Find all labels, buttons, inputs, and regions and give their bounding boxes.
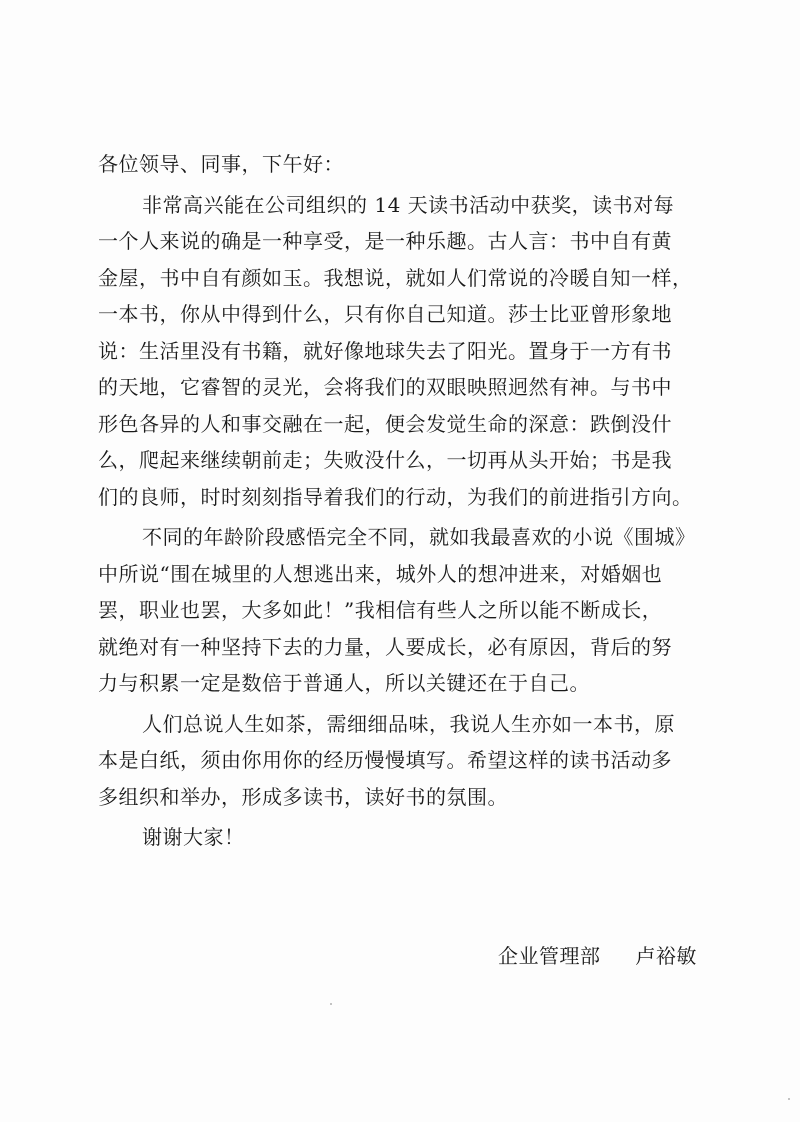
paragraph-line: 罢，职业也罢，大多如此！”我相信有些人之所以能不断成长， xyxy=(98,598,663,622)
paragraph-line: 不同的年龄阶段感悟完全不同，就如我最喜欢的小说《围城》 xyxy=(142,525,696,549)
paragraph-line: 的天地，它睿智的灵光，会将我们的双眼映照迥然有神。与书中 xyxy=(98,375,672,399)
paragraph-line: 人们总说人生如茶，需细细品味，我说人生亦如一本书，原 xyxy=(142,711,675,736)
paragraph-line: 一本书，你从中得到什么，只有你自己知道。莎士比亚曾形象地 xyxy=(98,302,672,326)
signature xyxy=(498,940,697,969)
scan-speck xyxy=(788,1098,790,1100)
paragraph-line: 么，爬起来继续朝前走；失败没什么，一切再从头开始；书是我 xyxy=(98,448,672,472)
paragraph-line: 本是白纸，须由你用你的经历慢慢填写。希望这样的读书活动多 xyxy=(98,748,672,772)
paragraph-line: 力与积累一定是数倍于普通人，所以关键还在于自己。 xyxy=(98,671,590,695)
paragraph-2 xyxy=(98,519,708,702)
paragraph-1 xyxy=(98,187,708,516)
paragraph-line: 非常高兴能在公司组织的 14 天读书活动中获奖，读书对每 xyxy=(142,192,675,217)
paragraph-line: 们的良师，时时刻刻指导着我们的行动，为我们的前进指引方向。 xyxy=(98,484,693,509)
paragraph-line: 一个人来说的确是一种享受，是一种乐趣。古人言：书中自有黄 xyxy=(98,229,672,253)
paragraph-line: 就绝对有一种坚持下去的力量，人要成长，必有原因，背后的努 xyxy=(98,634,672,659)
paragraph-line: 说：生活里没有书籍，就好像地球失去了阳光。置身于一方有书 xyxy=(98,338,672,363)
signature-department: 企业管理部 xyxy=(498,944,601,968)
paragraph-line: 形色各异的人和事交融在一起，便会发觉生命的深意：跌倒没什 xyxy=(98,411,672,436)
closing-line: 谢谢大家！ xyxy=(142,825,245,849)
paragraph-line: 金屋，书中自有颜如玉。我想说，就如人们常说的冷暖自知一样， xyxy=(98,265,693,290)
paragraph-line: 中所说“围在城里的人想逃出来，城外人的想冲进来，对婚姻也 xyxy=(98,561,663,586)
paragraph-line: 多组织和举办，形成多读书，读好书的氛围。 xyxy=(98,784,508,809)
paragraph-3 xyxy=(98,706,708,816)
letter-body xyxy=(98,146,708,856)
scan-speck xyxy=(330,1003,332,1005)
closing xyxy=(98,819,708,856)
greeting: 各位领导、同事，下午好： xyxy=(98,152,344,176)
signature-name: 卢裕敏 xyxy=(635,944,697,968)
